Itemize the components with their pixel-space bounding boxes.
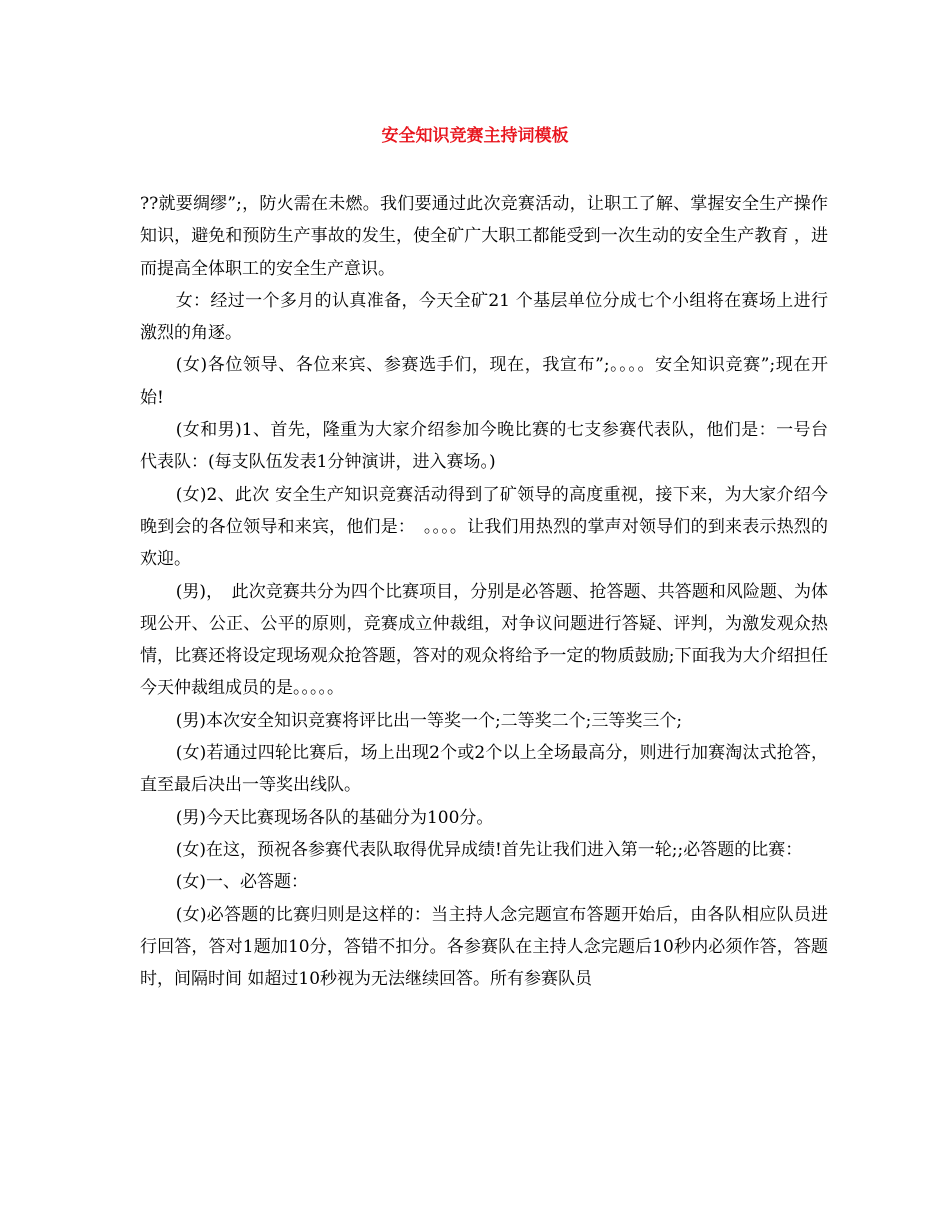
paragraph-5: (女)2、此次 安全生产知识竞赛活动得到了矿领导的高度重视，接下来，为大家介绍今晚到会的各位领导和来宾，他们是： 。。。。让我们用热烈的掌声对领导们的到来表示热烈的欢迎。 [140,484,828,570]
paragraph-8: (女)若通过四轮比赛后，场上出现2个或2个以上全场最高分，则进行加赛淘汰式抢答，直至最后决出一等奖出线队。 [140,743,828,796]
paragraph-4: (女和男)1、首先，隆重为大家介绍参加今晚比赛的七支参赛代表队，他们是：一号台代表队：(每支队伍发表1分钟演讲，进入赛场。) [140,420,828,473]
paragraph-3: (女)各位领导、各位来宾、参赛选手们，现在，我宣布”;。。。。安全知识竞赛”;现在开始! [140,355,828,408]
paragraph-9: (男)今天比赛现场各队的基础分为100分。 [175,807,494,828]
paragraph-10: (女)在这，预祝各参赛代表队取得优异成绩!首先让我们进入第一轮;;必答题的比赛： [175,839,803,860]
paragraph-1: ??就要绸缪”;，防火需在未燃。我们要通过此次竞赛活动，让职工了解、掌握安全生产操作知识，避免和预防生产事故的发生，使全矿广大职工都能受到一次生动的安全生产教育 ，进而提高全体职工的安全生产意识。 [140,194,828,279]
paragraph-11: (女)一、必答题： [175,872,308,893]
paragraph-7: (男)本次安全知识竞赛将评比出一等奖一个;二等奖二个;三等奖三个; [175,710,683,731]
document-title: 安全知识竞赛主持词模板 [381,126,569,146]
document-body [140,188,828,995]
paragraph-12: (女)必答题的比赛归则是这样的：当主持人念完题宣布答题开始后，由各队相应队员进行回答，答对1题加10分，答错不扣分。各参赛队在主持人念完题后10秒内必须作答，答题时，间隔时间 如超过10秒视为无法继续回答。所有参赛队员 [140,904,828,990]
paragraph-6: (男)， 此次竞赛共分为四个比赛项目，分别是必答题、抢答题、共答题和风险题、为体现公开、公正、公平的原则，竞赛成立仲裁组，对争议问题进行答疑、评判，为激发观众热情，比赛还将设定现场观众抢答题，答对的观众将给予一定的物质鼓励;下面我为大介绍担任今天仲裁组成员的是。。。。。 [140,581,828,699]
paragraph-2: 女：经过一个多月的认真准备，今天全矿21 个基层单位分成七个小组将在赛场上进行激烈的角逐。 [140,290,828,344]
